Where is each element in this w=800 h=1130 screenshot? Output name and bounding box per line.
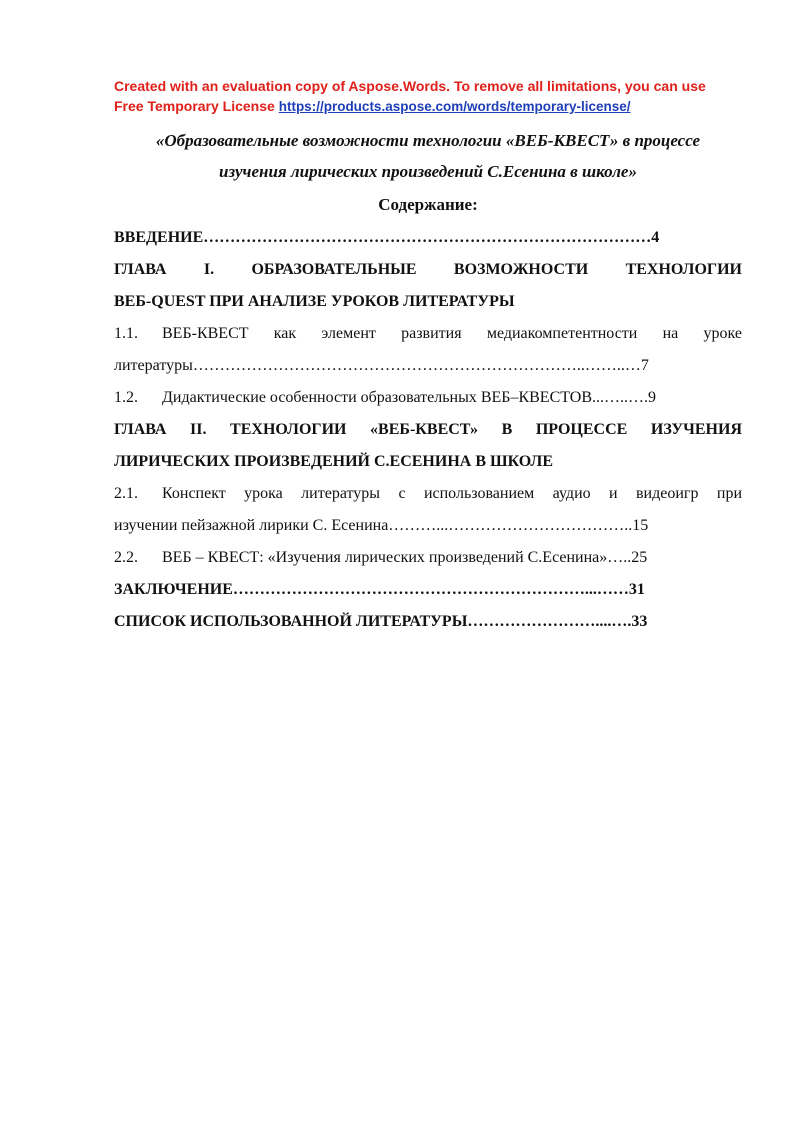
toc-section-2-2-number: 2.2. bbox=[114, 549, 138, 566]
toc-chapter-1-line1: ГЛАВА I. ОБРАЗОВАТЕЛЬНЫЕ ВОЗМОЖНОСТИ ТЕХНОЛОГИИ bbox=[114, 261, 742, 278]
toc-section-2-1-number: 2.1. bbox=[114, 485, 138, 502]
contents-heading: Содержание: bbox=[378, 195, 478, 214]
evaluation-notice-line1: Created with an evaluation copy of Aspose.Words. To remove all limitations, you can use bbox=[114, 78, 706, 94]
toc-section-1-1-line1: ВЕБ-КВЕСТ как элемент развития медиакомпетентности на уроке bbox=[162, 325, 742, 342]
toc-entry-section-1-1 bbox=[114, 318, 742, 382]
toc-section-1-1-number: 1.1. bbox=[114, 325, 138, 342]
toc-chapter-2-line2: ЛИРИЧЕСКИХ ПРОИЗВЕДЕНИЙ С.ЕСЕНИНА В ШКОЛЕ bbox=[114, 453, 554, 470]
toc-section-2-1-line1-row bbox=[114, 478, 742, 510]
document-title bbox=[114, 125, 742, 187]
evaluation-notice-prefix: Free Temporary License bbox=[114, 98, 279, 114]
toc-entry-introduction: ВВЕДЕНИЕ…………………………………………………………………………4 bbox=[114, 229, 660, 246]
document-title-line1: «Образовательные возможности технологии «ВЕБ-КВЕСТ» в процессе bbox=[155, 131, 701, 150]
toc-entry-section-2-1 bbox=[114, 478, 742, 542]
toc-entry-conclusion: ЗАКЛЮЧЕНИЕ…………………………………………………………...……31 bbox=[114, 581, 645, 598]
document-page bbox=[114, 76, 742, 638]
toc-entry-section-2-2 bbox=[114, 542, 742, 574]
evaluation-notice bbox=[114, 76, 742, 117]
toc-section-2-2-text: ВЕБ – КВЕСТ: «Изучения лирических произведений С.Есенина»…..25 bbox=[162, 549, 648, 566]
evaluation-notice-line2 bbox=[114, 96, 742, 117]
document-title-line2: изучения лирических произведений С.Есенина в школе» bbox=[219, 162, 637, 181]
toc-section-2-1-line2: изучении пейзажной лирики С. Есенина………...……………………………..15 bbox=[114, 517, 649, 534]
table-of-contents bbox=[114, 222, 742, 638]
toc-entry-chapter-1 bbox=[114, 254, 742, 318]
toc-section-1-2-text: Дидактические особенности образовательных ВЕБ–КВЕСТОВ...…..….9 bbox=[162, 389, 657, 406]
toc-section-1-2-number: 1.2. bbox=[114, 389, 138, 406]
toc-section-1-1-line1-row bbox=[114, 318, 742, 350]
toc-entry-section-1-2 bbox=[114, 382, 742, 414]
toc-entry-chapter-2 bbox=[114, 414, 742, 478]
temporary-license-link[interactable]: https://products.aspose.com/words/temporary-license/ bbox=[278, 99, 631, 114]
toc-chapter-1-line2: ВЕБ-QUEST ПРИ АНАЛИЗЕ УРОКОВ ЛИТЕРАТУРЫ bbox=[114, 293, 515, 310]
toc-entry-references: СПИСОК ИСПОЛЬЗОВАННОЙ ЛИТЕРАТУРЫ……………………....….33 bbox=[114, 613, 648, 630]
toc-section-2-1-line1: Конспект урока литературы с использованием аудио и видеоигр при bbox=[162, 485, 742, 502]
toc-section-1-1-line2: литературы………………………………………………………………..……..…7 bbox=[114, 357, 649, 374]
toc-chapter-2-line1: ГЛАВА II. ТЕХНОЛОГИИ «ВЕБ-КВЕСТ» В ПРОЦЕССЕ ИЗУЧЕНИЯ bbox=[114, 421, 742, 438]
